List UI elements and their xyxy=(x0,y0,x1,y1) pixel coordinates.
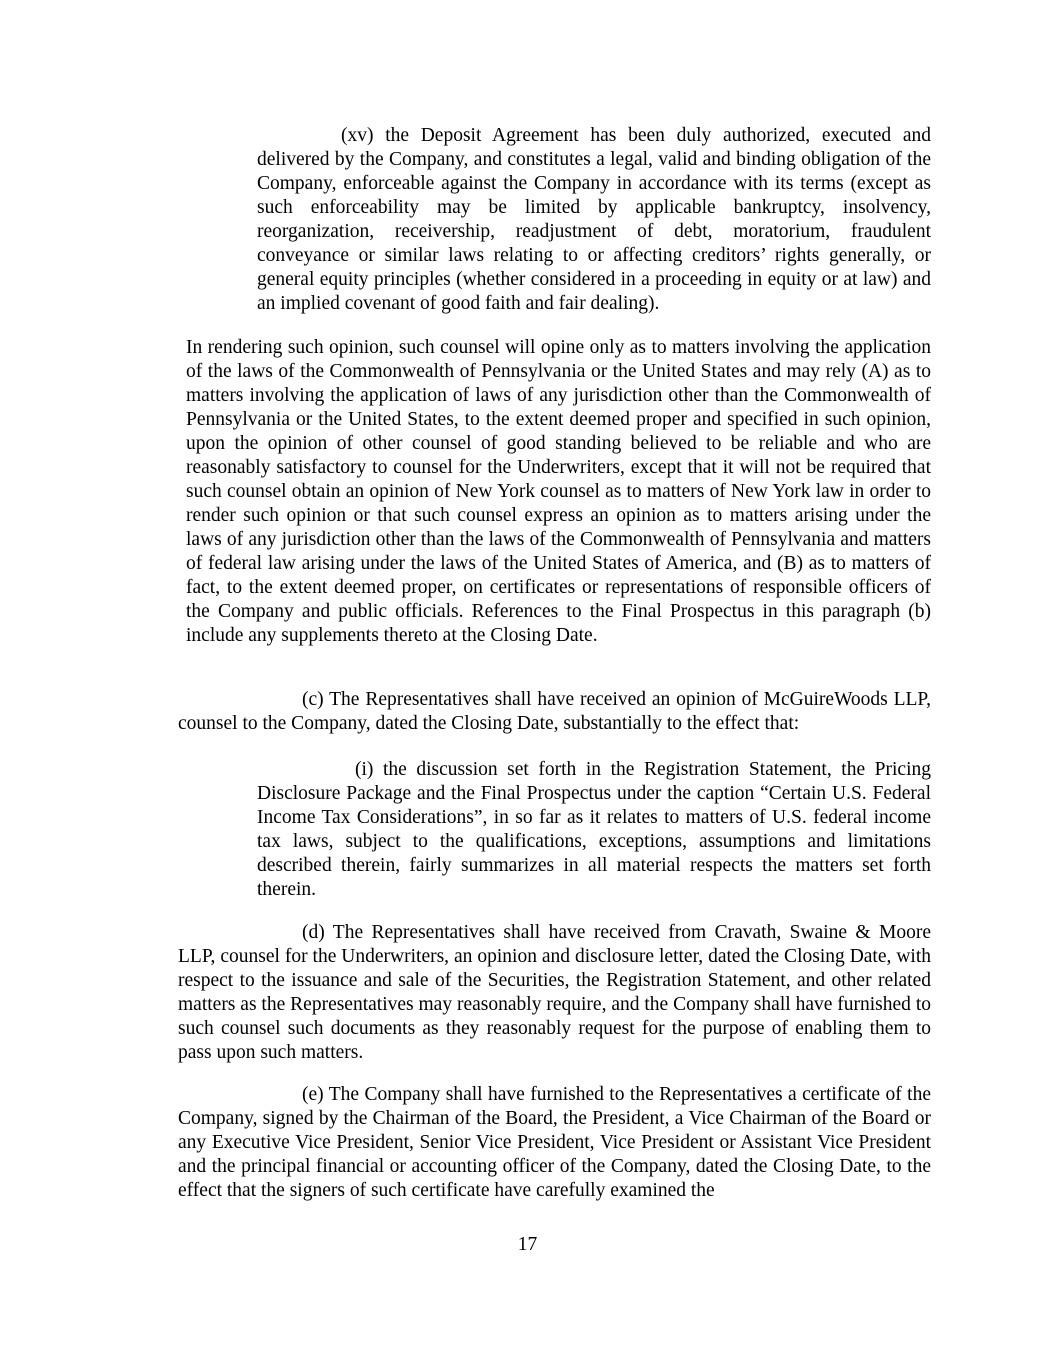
paragraph-rendering-text: In rendering such opinion, such counsel will opine only as to matters involving the application of the laws of the Commonwealth of Pennsylvania or the United States and may rely (A) as to matters involving the application of laws of any jurisdiction other than the Commonwealth of Pennsylvania or the United States, to the extent deemed proper and specified in such opinion, upon the opinion of other counsel of good standing believed to be reliable and who are reasonably satisfactory to counsel for the Underwriters, except that it will not be required that such counsel obtain an opinion of New York counsel as to matters of New York law in order to render such opinion or that such counsel express an opinion as to matters arising under the laws of any jurisdiction other than the laws of the Commonwealth of Pennsylvania and matters of federal law arising under the laws of the United States of America, and (B) as to matters of fact, to the extent deemed proper, on certificates or representations of responsible officers of the Company and public officials. References to the Final Prospectus in this paragraph (b) include any supplements thereto at the Closing Date. xyxy=(186,337,931,646)
paragraph-e-officer-certificate xyxy=(178,1083,931,1203)
paragraph-xv-text: (xv) the Deposit Agreement has been duly authorized, executed and delivered by the Company, and constitutes a legal, valid and binding obligation of the Company, enforceable against the Company in accordance with its terms (except as such enforceability may be limited by applicable bankruptcy, insolvency, reorganization, receivership, readjustment of debt, moratorium, fraudulent conveyance or similar laws relating to or affecting creditors’ rights generally, or general equity principles (whether considered in a proceeding in equity or at law) and an implied covenant of good faith and fair dealing). xyxy=(257,125,931,314)
paragraph-c-text: (c) The Representatives shall have received an opinion of McGuireWoods LLP, counsel to the Company, dated the Closing Date, substantially to the effect that: xyxy=(178,689,931,734)
paragraph-d-text: (d) The Representatives shall have received from Cravath, Swaine & Moore LLP, counsel for the Underwriters, an opinion and disclosure letter, dated the Closing Date, with respect to the issuance and sale of the Securities, the Registration Statement, and other related matters as the Representatives may reasonably require, and the Company shall have furnished to such counsel such documents as they reasonably request for the purpose of enabling them to pass upon such matters. xyxy=(178,922,931,1063)
paragraph-i-tax-considerations xyxy=(257,758,931,902)
paragraph-e-text: (e) The Company shall have furnished to the Representatives a certificate of the Company, signed by the Chairman of the Board, the President, a Vice Chairman of the Board or any Executive Vice President, Senior Vice President, Vice President or Assistant Vice President and the principal financial or accounting officer of the Company, dated the Closing Date, to the effect that the signers of such certificate have carefully examined the xyxy=(178,1084,931,1201)
paragraph-c-mcguirewoods-opinion xyxy=(178,688,931,736)
paragraph-i-text: (i) the discussion set forth in the Registration Statement, the Pricing Disclosure Package and the Final Prospectus under the caption “Certain U.S. Federal Income Tax Considerations”, in so far as it relates to matters of U.S. federal income tax laws, subject to the qualifications, exceptions, assumptions and limitations described therein, fairly summarizes in all material respects the matters set forth therein. xyxy=(257,759,931,900)
paragraph-d-cravath-opinion xyxy=(178,921,931,1065)
paragraph-xv-deposit-agreement xyxy=(257,124,931,316)
paragraph-opinion-rendering xyxy=(186,336,931,648)
page-number: 17 xyxy=(517,1234,538,1255)
